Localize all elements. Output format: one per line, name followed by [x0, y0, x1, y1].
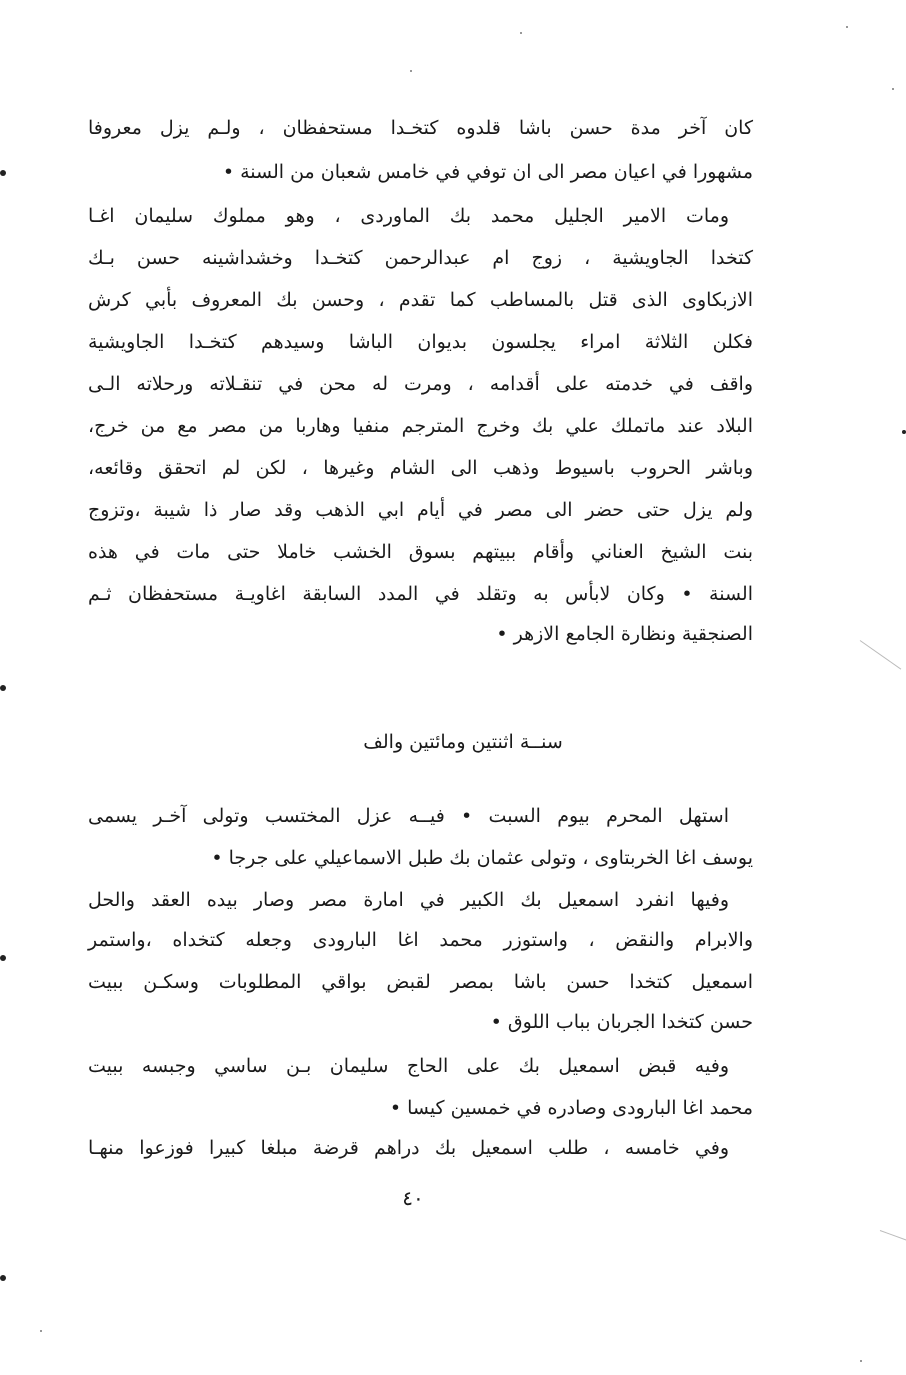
text-line: وفيها انفرد اسمعيل بك الكبير في امارة مصر وصار بيده العقد والحل	[88, 889, 729, 911]
text-line: واقف في خدمته على أقدامه ، ومرت له محن في تنقـلاته ورحلاته الـى	[88, 373, 753, 395]
text-line: بنت الشيخ العناني وأقام ببيتهم بسوق الخشب خاملا حتى مات في هذه	[88, 541, 753, 563]
page-number	[0, 1178, 906, 1218]
section-heading	[0, 722, 906, 762]
text-line: يوسف اغا الخربتاوى ، وتولى عثمان بك طبل الاسماعيلي على جرجا •	[211, 847, 753, 869]
text-line: الازبكاوى الذى قتل بالمساطب كما تقدم ، وحسن بك المعروف بأبي كرش	[88, 289, 753, 311]
scan-speck	[860, 1360, 862, 1362]
text-line: ومات الامير الجليل محمد بك الماوردى ، وهو مملوك سليمان اغـا	[88, 205, 729, 227]
scan-mark	[0, 685, 6, 691]
scan-mark	[0, 955, 6, 961]
text-line: السنة • وكان لابأس به وتقلد في المدد السابقة اغاويـة مستحفظان ثـم	[88, 583, 753, 605]
scan-speck	[892, 88, 894, 90]
scan-mark	[0, 170, 6, 176]
text-line: استهل المحرم بيوم السبت • فيــه عزل المختسب وتولى آخـر يسمى	[88, 805, 729, 827]
top-paragraphs	[88, 108, 753, 648]
text-line: اسمعيل كتخدا حسن باشا بمصر لقبض بواقي المطلوبات وسكـن ببيت	[88, 971, 753, 993]
text-line: حسن كتخدا الجربان بباب اللوق •	[490, 1011, 753, 1033]
scan-speck	[410, 70, 412, 72]
text-line: ولم يزل حتى حضر الى مصر في أيام ابي الذهب وقد صار ذا شيبة ،وتزوج	[88, 499, 753, 521]
text-line: وباشر الحروب باسيوط وذهب الى الشام وغيرها ، لكن لم اتحقق وقائعه،	[88, 457, 753, 479]
bottom-paragraphs	[88, 796, 753, 1176]
text-line: والابرام والنقض ، واستوزر محمد اغا البارودى وجعله كتخداه ،واستمر	[88, 929, 753, 951]
scan-speck	[520, 32, 522, 34]
text-line: الصنجقية ونظارة الجامع الازهر •	[496, 623, 753, 645]
text-line: مشهورا في اعيان مصر الى ان توفي في خامس شعبان من السنة •	[222, 161, 753, 183]
text-line: كان آخر مدة حسن باشا قلدوه كتخـدا مستحفظان ، ولـم يزل معروفا	[88, 117, 753, 139]
scan-speck	[40, 1330, 42, 1332]
scan-mark	[0, 1275, 6, 1281]
text-line: وفيه قبض اسمعيل بك على الحاج سليمان بـن ساسي وجبسه ببيت	[88, 1055, 729, 1077]
text-line: كتخدا الجاويشية ، زوج ام عبدالرحمن كتخـدا وخشداشينه حسن بـك	[88, 247, 753, 269]
text-line: البلاد عند ماتملك علي بك وخرج المترجم منفيا وهاربا من مصر مع من خرج،	[88, 415, 753, 437]
text-line: محمد اغا البارودى وصادره في خمسين كيسا •	[389, 1097, 753, 1119]
scan-line	[880, 1230, 906, 1241]
page-number-text: ٤٠	[402, 1186, 424, 1210]
text-line: فكلن الثلاثة امراء يجلسون بديوان الباشا وسيدهم كتخـدا الجاويشية	[88, 331, 753, 353]
scan-mark	[902, 430, 906, 434]
text-line: وفي خامسه ، طلب اسمعيل بك دراهم قرضة مبلغا كبيرا فوزعوا منهـا	[88, 1137, 729, 1159]
scan-speck	[846, 26, 848, 28]
section-heading-text: سنــة اثنتين ومائتين والف	[363, 731, 563, 753]
scan-line	[860, 640, 902, 669]
